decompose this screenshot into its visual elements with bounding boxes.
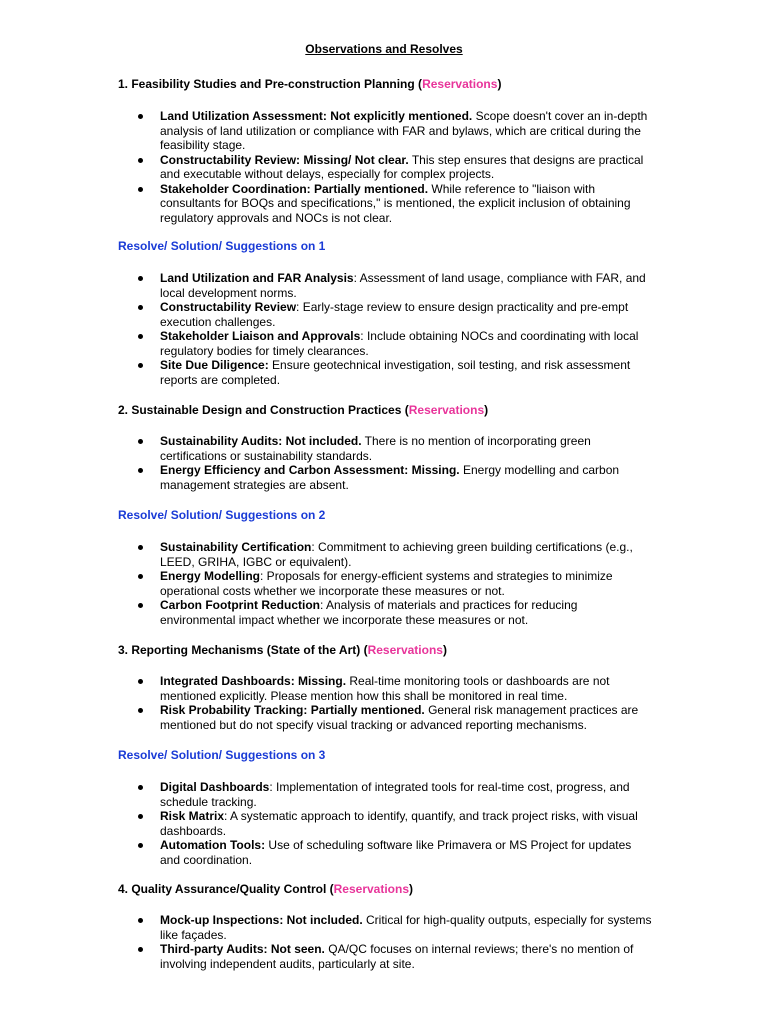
bullet-icon — [138, 785, 143, 790]
item-bold: Energy Efficiency and Carbon Assessment: Missing. — [160, 463, 460, 477]
item-bold: Stakeholder Coordination: Partially mentioned. — [160, 181, 429, 196]
item-text: : Analysis of materials and practices for reducing environmental impact whether we incorporate these measures or not. — [160, 598, 578, 627]
bullet-icon — [138, 574, 143, 579]
observation-list-4 — [134, 913, 654, 971]
list-item — [134, 780, 654, 809]
reservations-label: Reservations — [333, 882, 409, 896]
item-bold: Land Utilization and FAR Analysis — [160, 271, 354, 285]
bullet-icon — [138, 334, 143, 339]
item-bold: Risk Matrix — [160, 809, 225, 823]
item-bold: Sustainability Audits: Not included. — [160, 434, 362, 448]
list-item — [134, 674, 654, 703]
item-bold: Third-party Audits: Not seen. — [160, 942, 325, 956]
reservations-label: Reservations — [422, 77, 498, 91]
item-bold: Sustainability Certification — [160, 540, 312, 554]
section-heading-4: 4. Quality Assurance/Quality Control (Reservations) — [118, 882, 413, 896]
bullet-icon — [138, 276, 143, 281]
section-heading-2: 2. Sustainable Design and Construction Practices (Reservations) — [118, 403, 489, 417]
item-bold: Risk Probability Tracking: Partially mentioned. — [160, 703, 425, 717]
item-text: Energy modelling and carbon management strategies are absent. — [160, 463, 620, 492]
page-title: Observations and Resolves — [305, 42, 463, 56]
item-bold: Digital Dashboards — [160, 780, 270, 794]
item-text: While reference to "liaison with consultants for BOQs and specifications," is mentioned, the explicit inclusion of obtaining regulatory approvals and NOCs is not clear. — [160, 181, 631, 225]
item-text: Real-time monitoring tools or dashboards are not mentioned explicitly. Please mention how this shall be monitored in real time. — [160, 674, 610, 703]
list-item — [134, 540, 654, 569]
item-text: Critical for high-quality outputs, especially for systems like façades. — [160, 913, 652, 942]
section-heading-text: 1. Feasibility Studies and Pre-construction Planning — [118, 77, 415, 91]
list-item — [134, 182, 654, 226]
item-text: General risk management practices are mentioned but do not specify visual tracking or advanced reporting mechanisms. — [160, 703, 639, 732]
section-heading-text: 3. Reporting Mechanisms (State of the Art) — [118, 643, 361, 657]
observation-list-1 — [134, 109, 654, 225]
item-text: Scope doesn't cover an in-depth analysis of land utilization or compliance with FAR and bylaws, which are critical during the feasibility stage. — [160, 109, 648, 152]
list-item — [134, 838, 654, 867]
list-item — [134, 434, 654, 463]
list-item — [134, 329, 654, 358]
bullet-icon — [138, 439, 143, 444]
list-item — [134, 271, 654, 300]
item-text: There is no mention of incorporating green certifications or sustainability standards. — [160, 434, 591, 463]
resolve-list-3 — [134, 780, 654, 867]
item-text: : A systematic approach to identify, quantify, and track project risks, with visual dashboards. — [160, 809, 638, 838]
list-item — [134, 569, 654, 598]
bullet-icon — [138, 843, 143, 848]
item-bold: Constructability Review: Missing/ Not clear. — [160, 152, 409, 167]
list-item — [134, 598, 654, 627]
bullet-icon — [138, 305, 143, 310]
item-text: : Commitment to achieving green building certifications (e.g., LEED, GRIHA, IGBC or equivalent). — [160, 540, 633, 569]
item-text: : Assessment of land usage, compliance with FAR, and local development norms. — [160, 271, 646, 300]
item-text: QA/QC focuses on internal reviews; there's no mention of involving independent audits, particularly at site. — [160, 942, 634, 971]
reservations-label: Reservations — [408, 403, 485, 417]
item-bold: Constructability Review — [160, 300, 297, 314]
bullet-icon — [138, 918, 143, 923]
item-bold: Integrated Dashboards: Missing. — [160, 674, 347, 688]
item-bold: Mock-up Inspections: Not included. — [160, 913, 363, 927]
bullet-icon — [138, 187, 143, 192]
list-item — [134, 913, 654, 942]
bullet-icon — [138, 814, 143, 819]
list-item — [134, 358, 654, 387]
bullet-icon — [138, 468, 143, 473]
item-text: This step ensures that designs are practical and executable without delays, especially for complex projects. — [160, 152, 644, 181]
section-heading-3: 3. Reporting Mechanisms (State of the Art) (Reservations) — [118, 643, 447, 657]
item-bold: Site Due Diligence: — [160, 358, 269, 372]
item-text: : Proposals for energy-efficient systems and strategies to minimize operational costs whether we incorporate these measures or not. — [160, 569, 613, 598]
bullet-icon — [138, 545, 143, 550]
item-bold: Carbon Footprint Reduction — [160, 598, 320, 612]
item-bold: Land Utilization Assessment: Not explicitly mentioned. — [160, 109, 473, 123]
list-item — [134, 463, 654, 492]
item-text: Use of scheduling software like Primavera or MS Project for updates and coordination. — [160, 838, 632, 867]
section-heading-1: 1. Feasibility Studies and Pre-construction Planning (Reservations) — [118, 77, 502, 91]
list-item — [134, 153, 654, 182]
resolve-heading-2: Resolve/ Solution/ Suggestions on 2 — [118, 508, 326, 522]
item-text: Ensure geotechnical investigation, soil testing, and risk assessment reports are completed. — [160, 358, 631, 387]
list-item — [134, 300, 654, 329]
item-bold: Stakeholder Liaison and Approvals — [160, 329, 361, 343]
list-item — [134, 942, 654, 971]
resolve-heading-3: Resolve/ Solution/ Suggestions on 3 — [118, 748, 326, 762]
resolve-heading-1: Resolve/ Solution/ Suggestions on 1 — [118, 239, 326, 253]
reservations-label: Reservations — [367, 643, 443, 657]
bullet-icon — [138, 158, 143, 163]
item-text: : Early-stage review to ensure design practicality and pre-empt execution challenges. — [160, 300, 629, 329]
bullet-icon — [138, 363, 143, 368]
item-bold: Energy Modelling — [160, 569, 261, 583]
resolve-list-2 — [134, 540, 654, 627]
bullet-icon — [138, 679, 143, 684]
item-bold: Automation Tools: — [160, 838, 266, 852]
observation-list-3 — [134, 674, 654, 732]
section-heading-text: 2. Sustainable Design and Construction Practices — [118, 403, 402, 417]
item-text: : Implementation of integrated tools for real-time cost, progress, and schedule tracking. — [160, 780, 630, 809]
list-item — [134, 703, 654, 732]
bullet-icon — [138, 708, 143, 713]
item-text: : Include obtaining NOCs and coordinating with local regulatory bodies for timely clearances. — [160, 329, 639, 358]
list-item — [134, 809, 654, 838]
bullet-icon — [138, 947, 143, 952]
resolve-list-1 — [134, 271, 654, 387]
bullet-icon — [138, 603, 143, 608]
bullet-icon — [138, 114, 143, 119]
list-item — [134, 109, 654, 153]
section-heading-text: 4. Quality Assurance/Quality Control — [118, 882, 327, 896]
observation-list-2 — [134, 434, 654, 492]
